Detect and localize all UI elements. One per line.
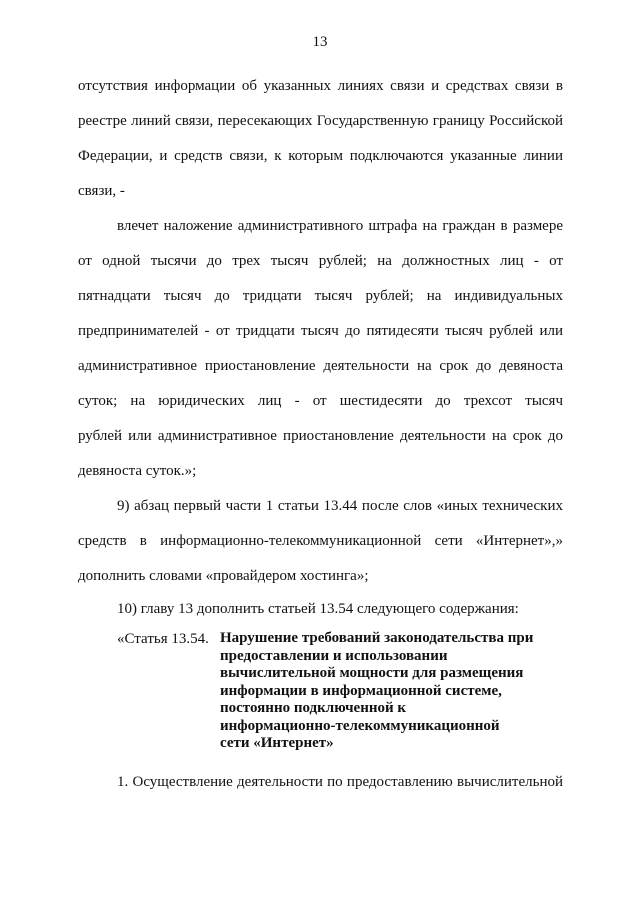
text-line: влечет наложение административного штрафа на граждан в размере bbox=[117, 218, 563, 234]
text-line: связи, - bbox=[78, 183, 125, 199]
text-line: рублей или административное приостановление деятельности на срок до bbox=[78, 428, 563, 444]
text-line: суток; на юридических лиц - от шестидесяти до трехсот тысяч bbox=[78, 393, 563, 409]
text-line: 10) главу 13 дополнить статьей 13.54 следующего содержания: bbox=[117, 601, 519, 617]
text-line: реестре линий связи, пересекающих Государственную границу Российской bbox=[78, 113, 563, 129]
page-number: 13 bbox=[312, 34, 328, 50]
article-title-line: предоставлении и использовании bbox=[220, 647, 448, 664]
text-line: 9) абзац первый части 1 статьи 13.44 после слов «иных технических bbox=[117, 498, 563, 514]
article-title-line: информационно-телекоммуникационной bbox=[220, 717, 500, 734]
text-line: средств в информационно-телекоммуникационной сети «Интернет»,» bbox=[78, 533, 563, 549]
text-line: дополнить словами «провайдером хостинга»; bbox=[78, 568, 369, 584]
article-title-line: вычислительной мощности для размещения bbox=[220, 665, 524, 681]
article-title-line: Нарушение требований законодательства при bbox=[220, 630, 534, 646]
text-line: Федерации, и средств связи, к которым подключаются указанные линии bbox=[78, 148, 563, 164]
text-line: отсутствия информации об указанных линиях связи и средствах связи в bbox=[78, 78, 563, 94]
text-line: девяноста суток.»; bbox=[78, 463, 197, 479]
article-title-line: информации в информационной системе, bbox=[220, 682, 502, 699]
text-line: пятнадцати тысяч до тридцати тысяч рублей; на индивидуальных bbox=[78, 288, 563, 304]
article-title-line: постоянно подключенной к bbox=[220, 700, 407, 716]
article-title bbox=[220, 630, 565, 753]
text-line: административное приостановление деятельности на срок до девяноста bbox=[78, 358, 563, 374]
text-line: от одной тысячи до трех тысяч рублей; на должностных лиц - от bbox=[78, 253, 563, 269]
article-title-line: сети «Интернет» bbox=[220, 735, 334, 751]
article-label: «Статья 13.54. bbox=[117, 631, 209, 647]
text-line: предпринимателей - от тридцати тысяч до пятидесяти тысяч рублей или bbox=[78, 323, 563, 339]
text-line: 1. Осуществление деятельности по предоставлению вычислительной bbox=[117, 774, 563, 790]
